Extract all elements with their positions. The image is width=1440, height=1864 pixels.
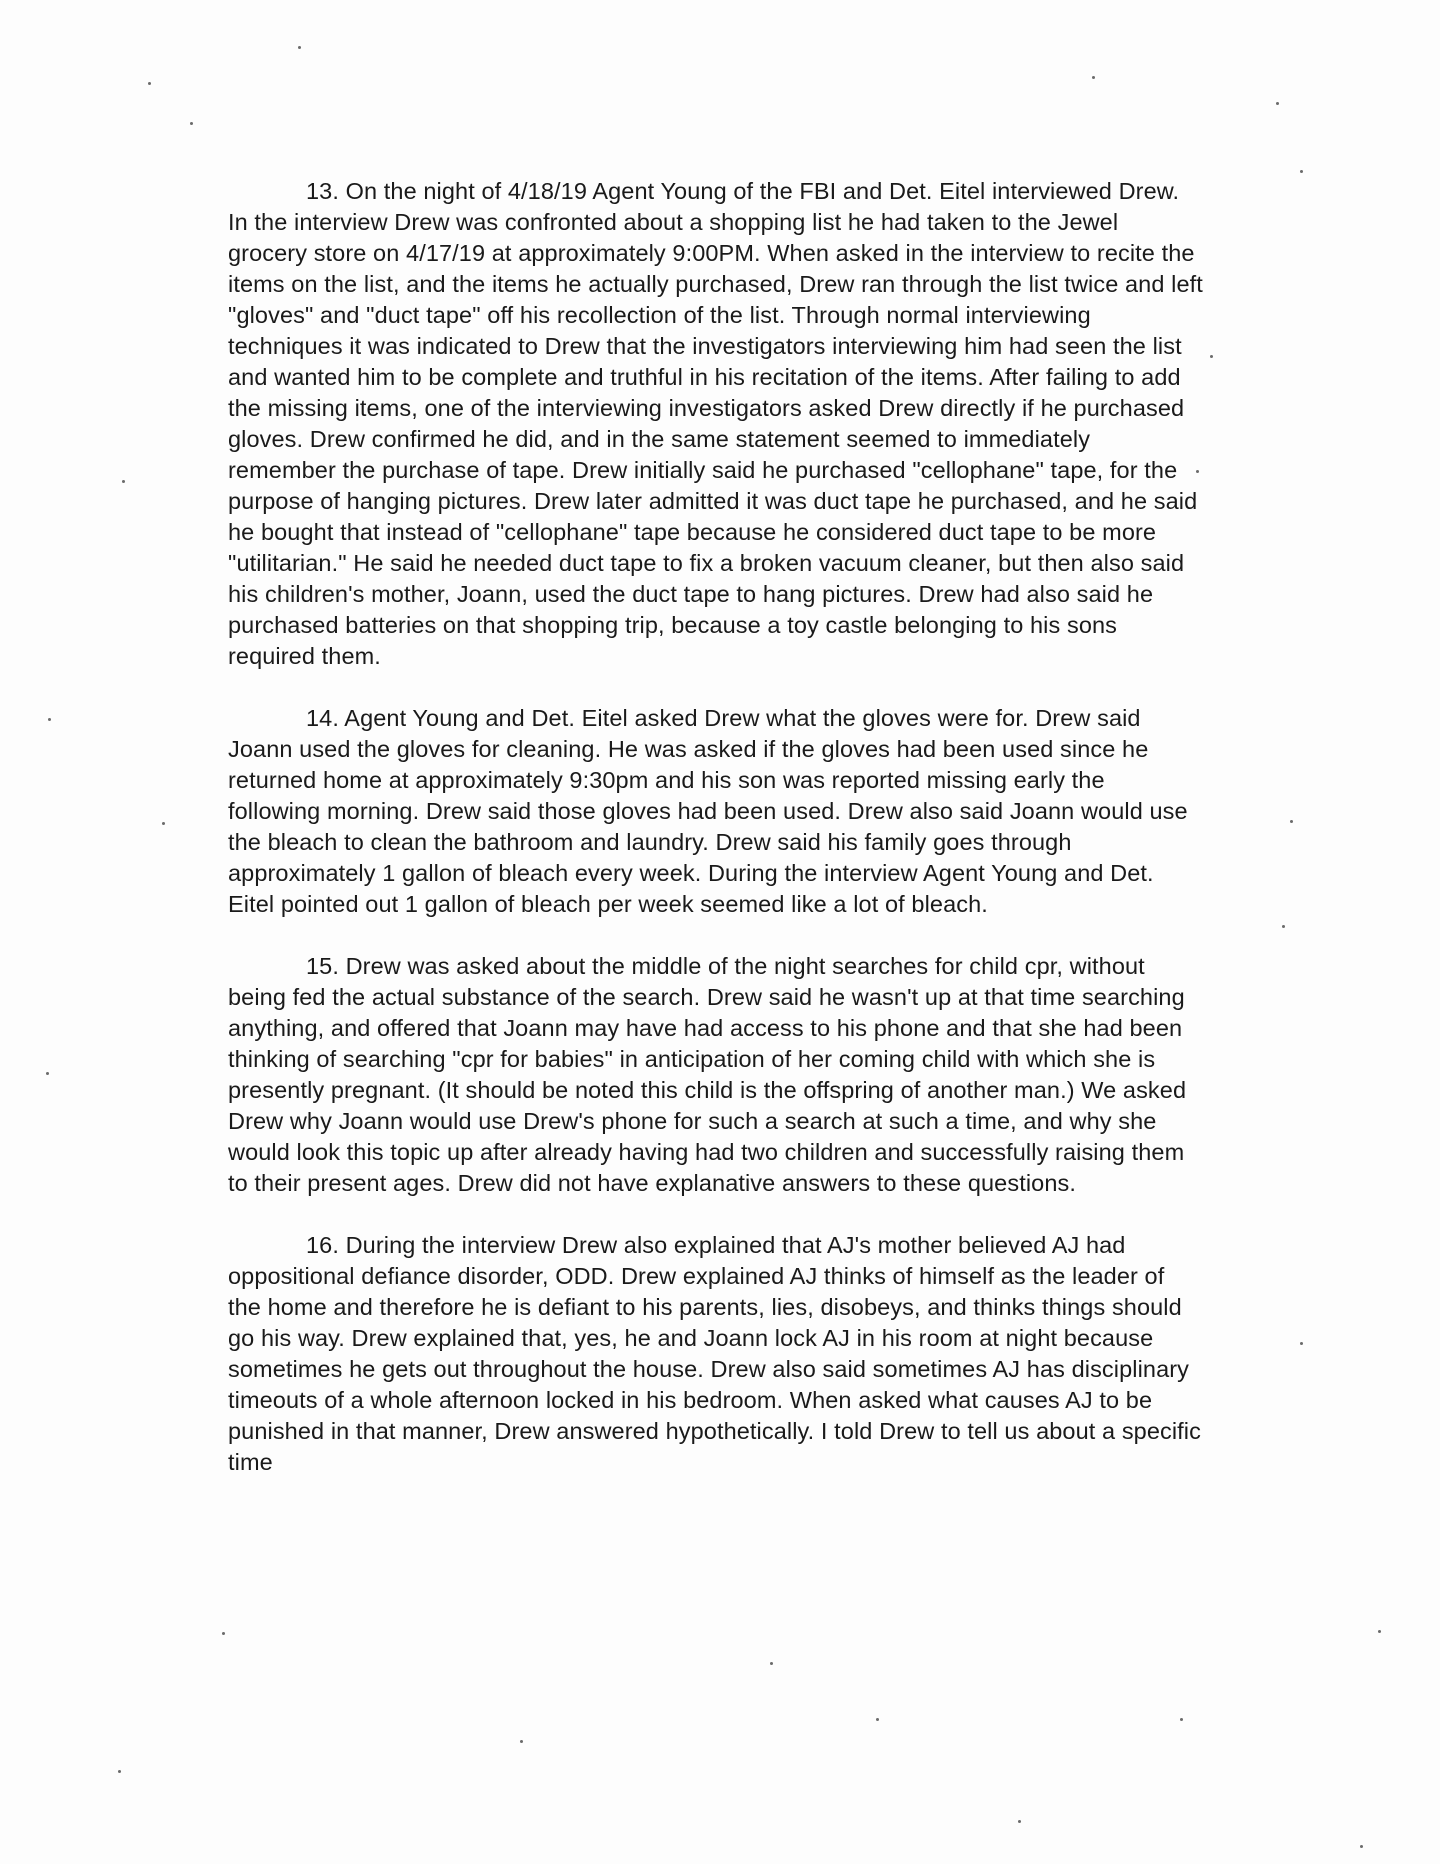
scan-speck	[1276, 102, 1279, 105]
scan-speck	[1290, 820, 1293, 823]
scan-speck	[148, 82, 151, 85]
paragraph-14: 14. Agent Young and Det. Eitel asked Drew what the gloves were for. Drew said Joann used the gloves for cleaning. He was asked if the gloves had been used since he returned home at approximately 9:30pm and his son was reported missing early the following morning. Drew said those gloves had been used. Drew also said Joann would use the bleach to clean the bathroom and laundry. Drew said his family goes through approximately 1 gallon of bleach every week. During the interview Agent Young and Det. Eitel pointed out 1 gallon of bleach per week seemed like a lot of bleach.	[228, 705, 1188, 917]
scan-speck	[1018, 1820, 1021, 1823]
scan-speck	[298, 46, 301, 49]
scan-speck	[1210, 355, 1213, 358]
document-body	[228, 176, 1203, 1509]
scan-speck	[1180, 1718, 1183, 1721]
scan-speck	[1378, 1630, 1381, 1633]
scan-speck	[1300, 170, 1303, 173]
scan-speck	[1300, 1342, 1303, 1345]
paragraph-13: 13. On the night of 4/18/19 Agent Young of the FBI and Det. Eitel interviewed Drew. In the interview Drew was confronted about a shopping list he had taken to the Jewel grocery store on 4/17/19 at approximately 9:00PM. When asked in the interview to recite the items on the list, and the items he actually purchased, Drew ran through the list twice and left "gloves" and "duct tape" off his recollection of the list. Through normal interviewing techniques it was indicated to Drew that the investigators interviewing him had seen the list and wanted him to be complete and truthful in his recitation of the items. After failing to add the missing items, one of the interviewing investigators asked Drew directly if he purchased gloves. Drew confirmed he did, and in the same statement seemed to immediately remember the purchase of tape. Drew initially said he purchased "cellophane" tape, for the purpose of hanging pictures. Drew later admitted it was duct tape he purchased, and he said he bought that instead of "cellophane" tape because he considered duct tape to be more "utilitarian." He said he needed duct tape to fix a broken vacuum cleaner, but then also said his children's mother, Joann, used the duct tape to hang pictures. Drew had also said he purchased batteries on that shopping trip, because a toy castle belonging to his sons required them.	[228, 178, 1203, 669]
scan-speck	[770, 1662, 773, 1665]
scan-speck	[122, 480, 125, 483]
scan-speck	[162, 822, 165, 825]
scan-speck	[46, 1072, 49, 1075]
scan-speck	[876, 1718, 879, 1721]
scan-speck	[48, 718, 51, 721]
paragraph-16: 16. During the interview Drew also explained that AJ's mother believed AJ had oppositional defiance disorder, ODD. Drew explained AJ thinks of himself as the leader of the home and therefore he is defiant to his parents, lies, disobeys, and thinks things should go his way. Drew explained that, yes, he and Joann lock AJ in his room at night because sometimes he gets out throughout the house. Drew also said sometimes AJ has disciplinary timeouts of a whole afternoon locked in his bedroom. When asked what causes AJ to be punished in that manner, Drew answered hypothetically. I told Drew to tell us about a specific time	[228, 1232, 1201, 1475]
scan-speck	[1092, 76, 1095, 79]
scan-speck	[1360, 1845, 1363, 1848]
scan-speck	[222, 1632, 225, 1635]
scan-speck	[118, 1770, 121, 1773]
scan-speck	[1282, 925, 1285, 928]
scan-speck	[190, 122, 193, 125]
paragraph-15: 15. Drew was asked about the middle of the night searches for child cpr, without being fed the actual substance of the search. Drew said he wasn't up at that time searching anything, and offered that Joann may have had access to his phone and that she had been thinking of searching "cpr for babies" in anticipation of her coming child with which she is presently pregnant. (It should be noted this child is the offspring of another man.) We asked Drew why Joann would use Drew's phone for such a search at such a time, and why she would look this topic up after already having had two children and successfully raising them to their present ages. Drew did not have explanative answers to these questions.	[228, 953, 1187, 1196]
scan-speck	[520, 1740, 523, 1743]
